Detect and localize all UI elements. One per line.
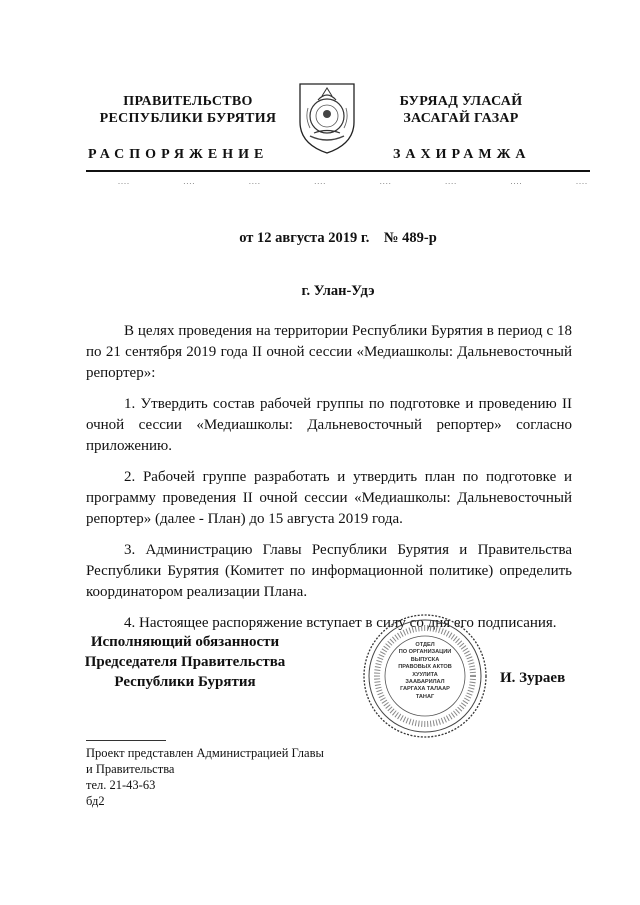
header-divider — [86, 170, 590, 172]
dots-row — [118, 177, 588, 186]
item-4 — [86, 613, 572, 634]
signatory-title — [70, 632, 300, 692]
stamp-line: ВЫПУСКА — [410, 656, 440, 663]
item-2 — [86, 467, 572, 530]
item-1 — [86, 394, 572, 457]
footer-line4: бд2 — [86, 794, 105, 808]
dots-3: .... — [248, 177, 261, 186]
header-right-line2: ЗАСАГАЙ ГАЗАР — [403, 111, 519, 126]
doc-type-right: ЗАХИРАМЖА — [393, 147, 531, 162]
date-number: от 12 августа 2019 г. № 489-р — [239, 230, 437, 246]
stamp-line: ОТДЕЛ — [415, 642, 435, 648]
coat-of-arms-icon — [296, 78, 358, 156]
header-right-line1: БУРЯАД УЛАСАЙ — [399, 94, 523, 109]
header-left-line2: РЕСПУБЛИКИ БУРЯТИЯ — [99, 111, 277, 126]
intro-paragraph — [86, 321, 572, 384]
item-4-text: 4. Настоящее распоряжение вступает в силу со дня его подписания. — [124, 615, 557, 631]
signatory-name: И. Зураев — [500, 670, 566, 686]
intro-text: В целях проведения на территории Республики Бурятия в период с 18 по 21 сентября 2019 года II очной сессии «Медиашколы: Дальневосточный репортер»: — [86, 323, 572, 381]
footer-line2: и Правительства — [86, 762, 175, 776]
signatory-title-line1: Исполняющий обязанности — [90, 634, 280, 650]
signatory-title-line2: Председателя Правительства — [84, 654, 286, 670]
dots-1: .... — [118, 177, 130, 186]
item-2-text: 2. Рабочей группе разработать и утвердить план по подготовке и программу проведения II очной сессии «Медиашколы: Дальневосточный репортер» (далее - План) до 15 августа 2019 года. — [86, 469, 572, 527]
header-left-line1: ПРАВИТЕЛЬСТВО — [123, 94, 253, 109]
footer-line1: Проект представлен Администрацией Главы — [86, 746, 324, 760]
header-left — [88, 93, 288, 127]
dots-6: .... — [445, 177, 458, 186]
dots-2: .... — [183, 177, 196, 186]
dots-7: .... — [510, 177, 523, 186]
item-3-text: 3. Администрацию Главы Республики Бурятия и Правительства Республики Бурятия (Комитет по информационной политике) определить координатором реализации Плана. — [86, 542, 572, 600]
stamp-line: ЗААБАРИЛАЛ — [405, 679, 445, 686]
signatory-title-line3: Республики Бурятия — [114, 674, 256, 690]
dots-8: .... — [575, 177, 588, 186]
stamp-text — [390, 642, 460, 701]
item-1-text: 1. Утвердить состав рабочей группы по подготовке и проведению II очной сессии «Медиашколы: Дальневосточный репортер» согласно приложению. — [86, 396, 572, 454]
stamp-line: ГАРГАХА ТАЛААР — [400, 686, 450, 693]
stamp-line: ПРАВОВЫХ АКТОВ — [398, 664, 452, 671]
header-right — [366, 93, 556, 127]
stamp-line: ХУУЛИТА — [412, 671, 438, 678]
stamp-line: ТАНАГ — [415, 693, 435, 700]
stamp-line: ПО ОРГАНИЗАЦИИ — [398, 649, 452, 656]
footer-note — [86, 745, 324, 809]
dots-4: .... — [314, 177, 327, 186]
footer-divider — [86, 740, 166, 741]
dots-5: .... — [379, 177, 392, 186]
item-3 — [86, 540, 572, 603]
official-stamp — [360, 612, 490, 740]
doc-type-left: РАСПОРЯЖЕНИЕ — [88, 147, 269, 162]
document-body — [86, 321, 572, 634]
city: г. Улан-Удэ — [301, 283, 375, 299]
footer-line3: тел. 21-43-63 — [86, 778, 156, 792]
